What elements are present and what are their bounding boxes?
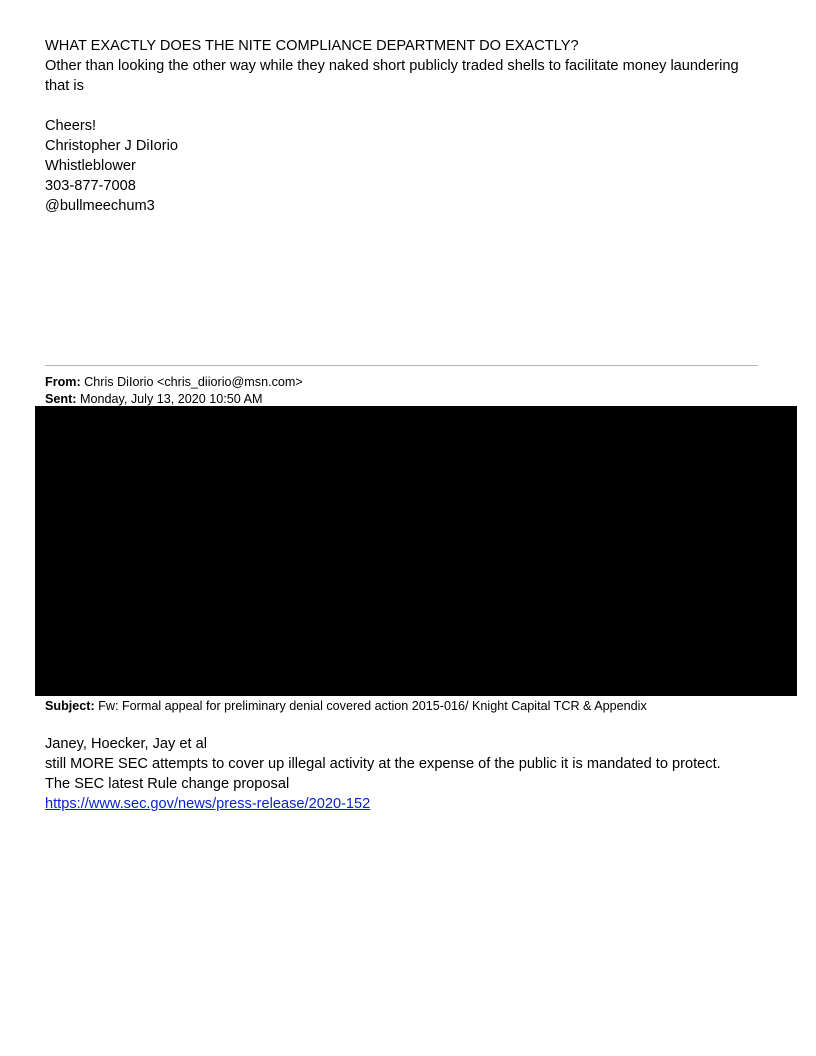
sent-value: Monday, July 13, 2020 10:50 AM [76,392,263,406]
intro-text [45,36,775,96]
signature-name: Christopher J DiIorio [45,138,179,154]
signature-title: Whistleblower [45,158,136,174]
from-line [45,374,785,391]
signature-handle: @bullmeechum3 [45,198,155,214]
signature-phone: 303-877-7008 [45,178,136,194]
email-divider [45,365,758,366]
signature-greeting: Cheers! [45,118,97,134]
subject-line [45,698,785,715]
message-line: still MORE SEC attempts to cover up illegal activity at the expense of the public it is mandated to protect. [45,756,721,772]
message-body [45,734,775,814]
subject-label: Subject: [45,699,95,713]
intro-line: Other than looking the other way while they naked short publicly traded shells to facilitate money laundering [45,58,739,74]
subject-value: Fw: Formal appeal for preliminary denial covered action 2015-016/ Knight Capital TCR & Appendix [94,699,647,713]
intro-heading: WHAT EXACTLY DOES THE NITE COMPLIANCE DEPARTMENT DO EXACTLY? [45,38,579,54]
message-salutation: Janey, Hoecker, Jay et al [45,736,207,752]
from-label: From: [45,375,81,389]
message-line-proposal: The SEC latest Rule change proposal [45,776,290,792]
from-value: Chris DiIorio <chris_diiorio@msn.com> [80,375,303,389]
signature-block [45,116,775,216]
intro-line-end: that is [45,78,84,94]
press-release-link[interactable]: https://www.sec.gov/news/press-release/2020-152 [45,796,371,812]
sent-label: Sent: [45,392,77,406]
redaction-box [35,406,797,696]
